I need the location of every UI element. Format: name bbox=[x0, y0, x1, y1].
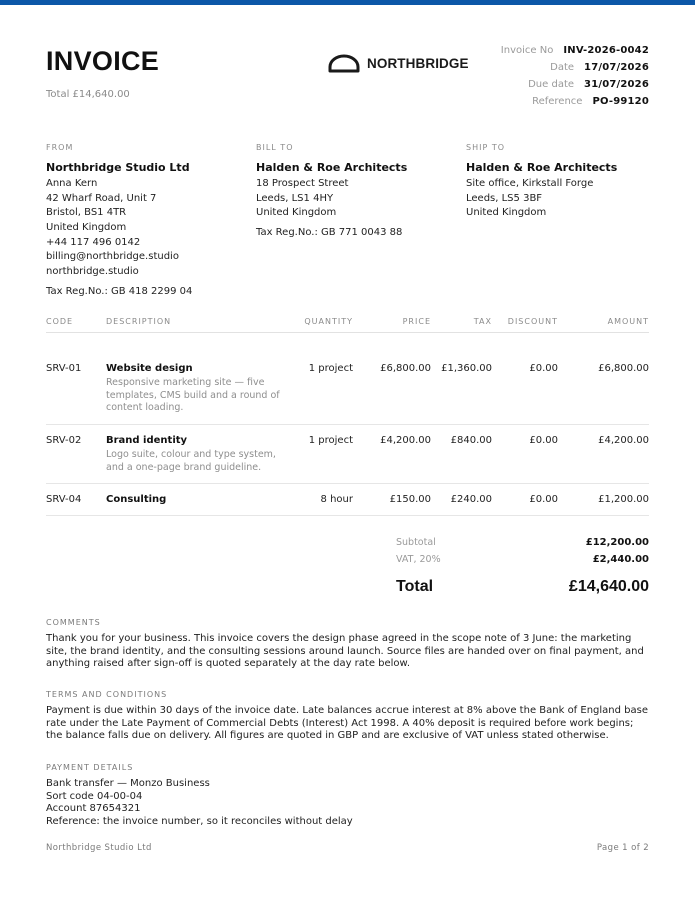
invoice-page bbox=[46, 0, 649, 900]
from-email: billing@northbridge.studio bbox=[46, 251, 179, 263]
payment-label: PAYMENT DETAILS bbox=[46, 763, 134, 772]
total-value: £14,640.00 bbox=[568, 578, 649, 595]
bill-to-name: Halden & Roe Architects bbox=[256, 161, 408, 174]
item-title: Website design bbox=[106, 363, 193, 374]
from-phone: +44 117 496 0142 bbox=[46, 236, 141, 248]
page-number: Page 1 of 2 bbox=[596, 843, 649, 853]
comments-text: Thank you for your business. This invoice covers the design phase agreed in the scope note of 3 June: the marketing site, the brand identity, and the consulting sessions around launch. Source files are handed over on final payment, and anything raised after sign-off is quoted separately at the day rate below. bbox=[46, 633, 644, 669]
item-discount: £0.00 bbox=[529, 435, 558, 446]
item-quantity: 8 hour bbox=[320, 494, 353, 505]
meta-label: Due date bbox=[528, 79, 575, 90]
from-line: Anna Kern bbox=[46, 178, 98, 189]
item-quantity: 1 project bbox=[308, 363, 353, 374]
payment-line: Reference: the invoice number, so it reconciles without delay bbox=[46, 815, 353, 827]
ship-to-line: United Kingdom bbox=[466, 207, 547, 219]
meta-value: INV-2026-0042 bbox=[563, 45, 649, 56]
payment-line: Sort code 04-00-04 bbox=[46, 790, 143, 802]
terms-label: TERMS AND CONDITIONS bbox=[46, 690, 168, 699]
bill-to-line: 18 Prospect Street bbox=[256, 178, 349, 189]
ship-to-name: Halden & Roe Architects bbox=[466, 161, 618, 174]
item-description bbox=[106, 494, 166, 505]
ship-to-line: Site office, Kirkstall Forge bbox=[466, 178, 594, 189]
meta-row-due-date bbox=[409, 79, 649, 96]
item-code: SRV-04 bbox=[46, 494, 82, 505]
comments-label: COMMENTS bbox=[46, 618, 101, 627]
subtotal-value: £12,200.00 bbox=[585, 537, 649, 548]
from-website: northbridge.studio bbox=[46, 266, 139, 278]
item-title: Consulting bbox=[106, 494, 167, 505]
payment-line: Bank transfer — Monzo Business bbox=[46, 778, 210, 789]
ship-to-line: Leeds, LS5 3BF bbox=[466, 192, 543, 204]
from-name: Northbridge Studio Ltd bbox=[46, 161, 190, 174]
logo-wordmark: NORTHBRIDGE bbox=[367, 55, 469, 71]
meta-row-date bbox=[409, 62, 649, 79]
bill-to-tax-number: Tax Reg.No.: GB 771 0043 88 bbox=[256, 227, 403, 239]
col-code: CODE bbox=[46, 317, 74, 326]
ship-to-label: SHIP TO bbox=[466, 143, 506, 152]
ship-to-block bbox=[466, 143, 656, 221]
item-desc: Responsive marketing site — five templates, CMS build and a round of content loading. bbox=[106, 377, 280, 413]
meta-row-invoice-no bbox=[409, 45, 649, 62]
meta-value: 31/07/2026 bbox=[584, 79, 649, 90]
item-tax: £1,360.00 bbox=[441, 363, 492, 374]
from-label: FROM bbox=[46, 143, 74, 152]
item-tax: £840.00 bbox=[450, 435, 492, 446]
col-amount: AMOUNT bbox=[607, 317, 649, 326]
item-price: £6,800.00 bbox=[380, 363, 431, 374]
item-price: £4,200.00 bbox=[380, 435, 431, 446]
item-discount: £0.00 bbox=[529, 363, 558, 374]
item-code: SRV-02 bbox=[46, 435, 82, 446]
table-row bbox=[46, 484, 649, 516]
col-discount: DISCOUNT bbox=[507, 317, 558, 326]
vat-label: VAT, 20% bbox=[396, 554, 441, 565]
bill-to-block bbox=[256, 143, 446, 238]
terms-text: Payment is due within 30 days of the invoice date. Late balances accrue interest at 8% above the Bank of England base rate under the Late Payment of Commercial Debts (Interest) Act 1998. A 40% deposit is required before work begins; the balance falls due on delivery. All figures are quoted in GBP and are exclusive of VAT unless stated otherwise. bbox=[46, 705, 648, 741]
from-line: United Kingdom bbox=[46, 222, 127, 234]
subtotal-label: Subtotal bbox=[396, 537, 436, 548]
bill-to-line: Leeds, LS1 4HY bbox=[256, 192, 334, 204]
item-description bbox=[106, 435, 296, 474]
comments-section bbox=[46, 618, 649, 671]
meta-label: Date bbox=[550, 62, 575, 73]
meta-value: PO-99120 bbox=[592, 96, 649, 107]
item-amount: £1,200.00 bbox=[598, 494, 649, 505]
meta-row-reference bbox=[409, 96, 649, 113]
bill-to-label: BILL TO bbox=[256, 143, 294, 152]
item-desc: Logo suite, colour and type system, and a one-page brand guideline. bbox=[106, 449, 276, 473]
table-row bbox=[46, 333, 649, 425]
item-code: SRV-01 bbox=[46, 363, 82, 374]
meta-value: 17/07/2026 bbox=[584, 62, 649, 73]
item-amount: £4,200.00 bbox=[598, 435, 649, 446]
item-price: £150.00 bbox=[389, 494, 431, 505]
item-discount: £0.00 bbox=[529, 494, 558, 505]
meta-label: Reference bbox=[532, 96, 583, 107]
col-price: PRICE bbox=[402, 317, 431, 326]
total-summary: Total £14,640.00 bbox=[46, 89, 130, 100]
footer-company: Northbridge Studio Ltd bbox=[46, 843, 152, 853]
page-title: INVOICE bbox=[46, 46, 160, 76]
terms-section bbox=[46, 690, 649, 743]
table-row bbox=[46, 425, 649, 484]
item-amount: £6,800.00 bbox=[598, 363, 649, 374]
from-line: 42 Wharf Road, Unit 7 bbox=[46, 192, 157, 204]
total-label: Total bbox=[396, 578, 434, 595]
col-description: DESCRIPTION bbox=[106, 317, 172, 326]
from-line: Bristol, BS1 4TR bbox=[46, 207, 127, 219]
item-quantity: 1 project bbox=[308, 435, 353, 446]
item-title: Brand identity bbox=[106, 435, 188, 446]
from-block bbox=[46, 143, 236, 297]
from-tax-number: Tax Reg.No.: GB 418 2299 04 bbox=[46, 285, 193, 297]
arch-icon bbox=[327, 53, 361, 73]
meta-label: Invoice No bbox=[500, 45, 554, 56]
line-items-header bbox=[46, 317, 649, 333]
item-tax: £240.00 bbox=[450, 494, 492, 505]
vat-value: £2,440.00 bbox=[592, 554, 649, 565]
col-quantity: QUANTITY bbox=[304, 317, 353, 326]
invoice-meta bbox=[409, 45, 649, 113]
item-description bbox=[106, 363, 296, 415]
payment-section bbox=[46, 763, 649, 828]
bill-to-line: United Kingdom bbox=[256, 207, 337, 219]
payment-line: Account 87654321 bbox=[46, 803, 141, 814]
col-tax: TAX bbox=[473, 317, 492, 326]
